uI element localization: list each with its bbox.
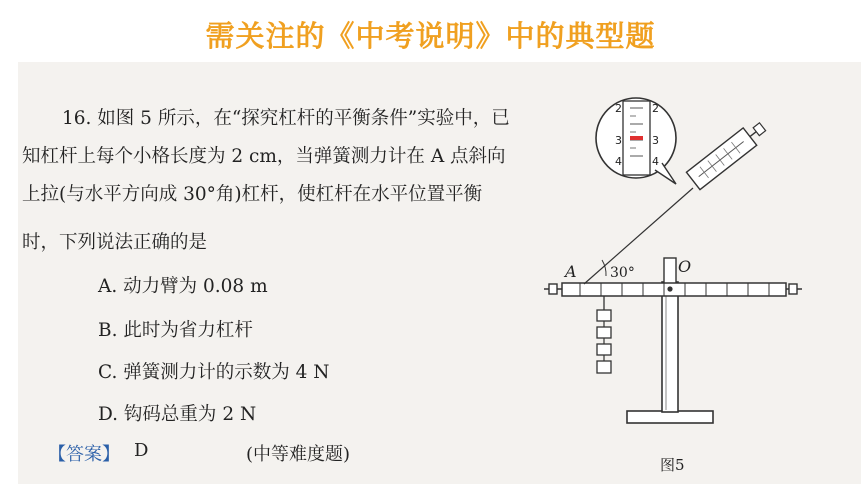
scale-left-3: 3 bbox=[615, 134, 622, 147]
lever bbox=[562, 283, 786, 296]
question-line-3: 上拉(与水平方向成 30°角)杠杆，使杠杆在水平位置平衡 bbox=[22, 184, 483, 205]
scale-left-2: 2 bbox=[615, 102, 622, 115]
option-c: C. 弹簧测力计的示数为 4 N bbox=[98, 362, 330, 383]
option-a: A. 动力臂为 0.08 m bbox=[98, 276, 268, 297]
scale-left-4: 4 bbox=[615, 155, 622, 168]
hook-weights bbox=[597, 296, 611, 373]
slide-title: 需关注的《中考说明》中的典型题 bbox=[205, 19, 656, 53]
option-b: B. 此时为省力杠杆 bbox=[98, 320, 253, 341]
point-a-label: A bbox=[565, 262, 577, 281]
question-line-1: 16. 如图 5 所示，在“探究杠杆的平衡条件”实验中，已 bbox=[62, 108, 510, 129]
scale-right-2: 2 bbox=[652, 102, 659, 115]
option-d: D. 钩码总重为 2 N bbox=[98, 404, 257, 425]
balance-nut-left bbox=[544, 284, 562, 294]
scale-pointer bbox=[630, 136, 643, 140]
scale-right-3: 3 bbox=[652, 134, 659, 147]
angle-label: 30° bbox=[610, 265, 635, 281]
balance-nut-right bbox=[786, 284, 802, 294]
answer-tag: 【答案】 bbox=[48, 444, 120, 465]
figure-caption: 图5 bbox=[660, 456, 685, 474]
stand-pole bbox=[662, 282, 678, 412]
point-o-label: O bbox=[678, 257, 692, 276]
scale-magnifier bbox=[596, 98, 676, 184]
question-line-4: 时，下列说法正确的是 bbox=[22, 232, 208, 253]
pivot-support bbox=[664, 258, 676, 284]
scale-right-4: 4 bbox=[652, 155, 659, 168]
difficulty-label: (中等难度题) bbox=[246, 444, 351, 465]
question-line-2: 知杠杆上每个小格长度为 2 cm，当弹簧测力计在 A 点斜向 bbox=[22, 146, 506, 167]
spring-scale bbox=[686, 118, 769, 190]
answer-value: D bbox=[134, 440, 149, 461]
